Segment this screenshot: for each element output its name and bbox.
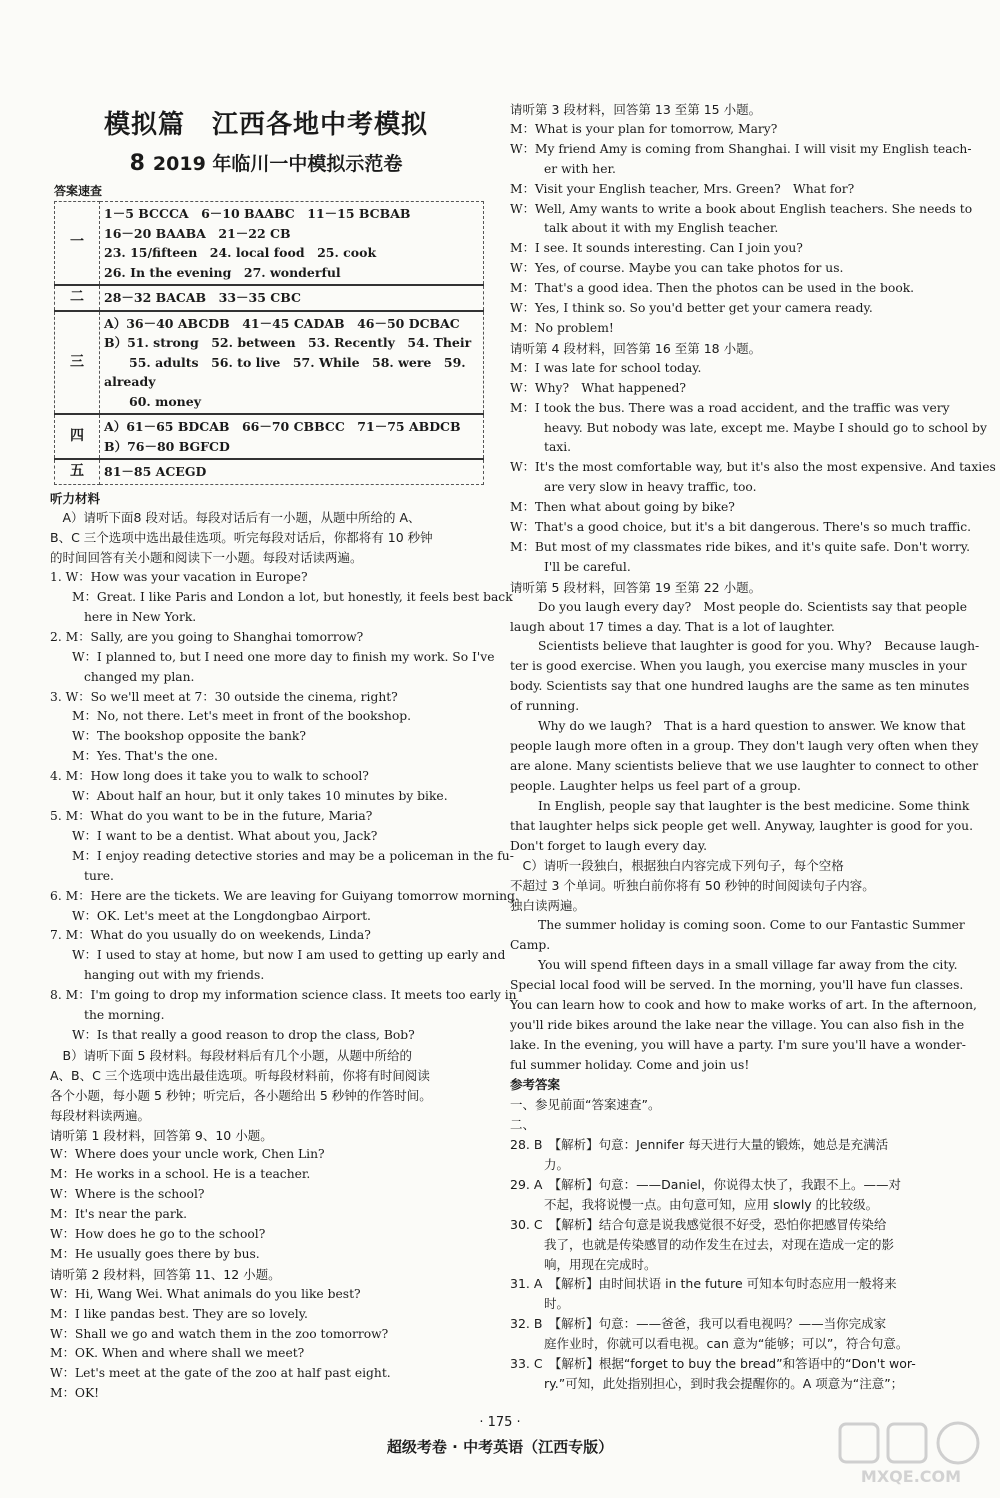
text-line: 不超过 3 个单词。听独白前你将有 50 秒钟的时间阅读句子内容。 — [510, 878, 875, 894]
answer-row — [55, 285, 484, 311]
text-line: W：The bookshop opposite the bank? — [72, 729, 306, 744]
text-line: ture. — [84, 868, 114, 883]
text-line: body. Scientists say that one hundred laughs are the same as ten minutes — [510, 679, 970, 694]
text-line: W：Yes, of course. Maybe you can take photos for us. — [510, 261, 844, 276]
answer-heading: 答案速查 — [54, 184, 103, 198]
text-line: 8. M：I'm going to drop my information science class. It meets too early in — [50, 988, 517, 1003]
answer-table — [54, 201, 484, 485]
text-line: 5. M：What do you want to be in the future, Maria? — [50, 809, 373, 823]
text-line: 时。 — [544, 1296, 570, 1312]
text-line: M：OK. When and where shall we meet? — [50, 1346, 305, 1361]
text-line: 请听第 2 段材料，回答第 11、12 小题。 — [50, 1266, 281, 1282]
text-line: W：I want to be a dentist. What about you, Jack? — [72, 828, 378, 843]
text-line: 每段材料读两遍。 — [50, 1107, 151, 1123]
text-line: M：I like pandas best. They are so lovely. — [50, 1306, 308, 1321]
text-line: M：Visit your English teacher, Mrs. Green? What for? — [510, 181, 855, 196]
text-line: 二、 — [510, 1117, 536, 1133]
text-line: 31. A 【解析】由时间状语 in the future 可知本句时态应用一般将来 — [510, 1276, 897, 1292]
text-line: W：About half an hour, but it only takes 10 minutes by bike. — [72, 789, 448, 804]
answer-row — [55, 459, 484, 484]
answer-section-values — [100, 285, 484, 311]
text-line: M：Great. I like Paris and London a lot, but honestly, it feels best back — [72, 590, 513, 605]
text-line: Scientists believe that laughter is good for you. Why? Because laugh- — [538, 639, 980, 654]
text-line: 2. M：Sally, are you going to Shanghai tomorrow? — [50, 629, 364, 644]
text-line: I'll be careful. — [544, 559, 631, 574]
text-line: B）请听下面 5 段材料。每段材料后有几个小题，从题中所给的 — [50, 1047, 412, 1063]
text-line: M：No, not there. Let's meet in front of the bookshop. — [72, 709, 412, 724]
text-line: M：I enjoy reading detective stories and may be a policeman in the fu- — [72, 848, 514, 863]
text-line: M：Then what about going by bike? — [510, 500, 735, 515]
answer-section-key: 一 — [55, 202, 100, 286]
paper-number: 8 — [129, 151, 145, 176]
answer-section-key: 三 — [55, 311, 100, 415]
text-line: M：That's a good idea. Then the photos can be used in the book. — [510, 281, 915, 296]
answer-line: A）61－65 BDCAB 66－70 CBBCC 71－75 ABDCB — [104, 419, 461, 434]
answer-section-key: 五 — [55, 459, 100, 484]
text-line: W：Hi, Wang Wei. What animals do you like best? — [50, 1286, 361, 1301]
svg-text:MXQE.COM: MXQE.COM — [860, 1467, 962, 1486]
text-line: 3. W：So we'll meet at 7：30 outside the cinema, right? — [50, 689, 398, 704]
answer-section-values — [100, 311, 484, 415]
text-line: A）请听下面8 段对话。每段对话后有一小题，从题中所给的 A、 — [50, 510, 421, 526]
text-line: hanging out with my friends. — [84, 968, 265, 983]
text-line: 不起，我将说慢一点。由句意可知，应用 slowly 的比较级。 — [544, 1196, 879, 1212]
text-line: 庭作业时，你就可以看电视。can 意为“能够；可以”，符合句意。 — [544, 1336, 909, 1352]
answer-site-watermark-logo — [836, 1418, 986, 1488]
answer-line: B）76－80 BGFCD — [104, 438, 230, 454]
text-line: Don't forget to laugh every day. — [510, 838, 708, 853]
answer-line: B）51. strong 52. between 53. Recently 54. Their — [104, 335, 472, 350]
listening-material-left — [50, 489, 519, 1405]
text-line: er with her. — [544, 161, 616, 176]
text-line: ry.”可知，此处指别担心，到时我会提醒你的。A 项意为“注意”； — [544, 1376, 904, 1391]
text-line: W：Yes, I think so. So you'd better get your camera ready. — [510, 301, 873, 316]
text-line: W：My friend Amy is coming from Shanghai. I will visit my English teach- — [510, 141, 972, 156]
text-line: Do you laugh every day? Most people do. Scientists say that people — [538, 599, 968, 614]
text-line: M：He works in a school. He is a teacher. — [50, 1167, 311, 1182]
text-line: 力。 — [544, 1157, 570, 1173]
text-line: taxi. — [544, 440, 572, 455]
text-line: are alone. Many scientists believe that we use laughter to connect to other — [510, 758, 979, 773]
text-line: 请听第 4 段材料，回答第 16 至第 18 小题。 — [510, 340, 762, 356]
text-line: 请听第 3 段材料，回答第 13 至第 15 小题。 — [510, 102, 762, 117]
text-line: 请听第 1 段材料，回答第 9、10 小题。 — [50, 1127, 273, 1143]
answer-line: 81－85 ACEGD — [104, 464, 207, 479]
text-line: 请听第 5 段材料，回答第 19 至第 22 小题。 — [510, 579, 762, 595]
answer-section-key: 二 — [55, 285, 100, 311]
section-heading: 参考答案 — [510, 1077, 561, 1093]
text-line: 1. W：How was your vacation in Europe? — [50, 570, 308, 585]
section-title: 模拟篇 江西各地中考模拟 — [103, 110, 428, 140]
paper-title — [50, 149, 482, 176]
answer-line: 55. adults 56. to live 57. While 58. were 59. already — [104, 354, 466, 389]
text-line: W：OK. Let's meet at the Longdongbao Airport. — [72, 908, 371, 923]
text-line: W：Is that really a good reason to drop the class, Bob? — [72, 1027, 415, 1042]
answer-line: 28－32 BACAB 33－35 CBC — [104, 290, 301, 305]
text-line: 我了，也就是传染感冒的动作发生在过去，对现在造成一定的影 — [544, 1236, 895, 1252]
text-line: people laugh more often in a group. They don't laugh very often when they — [510, 739, 979, 753]
text-line: W：I planned to, but I need one more day to finish my work. So I've — [72, 649, 495, 664]
text-line: M：I took the bus. There was a road accident, and the traffic was very — [510, 400, 950, 415]
text-line: C）请听一段独白，根据独白内容完成下列句子，每个空格 — [510, 858, 844, 874]
text-line: 4. M：How long does it take you to walk to school? — [50, 769, 369, 784]
right-column — [510, 100, 996, 1394]
answer-row — [55, 311, 484, 415]
left-column — [50, 100, 519, 1404]
text-line: 各个小题，每小题 5 秒钟；听完后，各小题给出 5 秒钟的作答时间。 — [50, 1087, 432, 1103]
paper-title-text: 2019 年临川一中模拟示范卷 — [152, 153, 403, 175]
text-line: 响，用现在完成时。 — [544, 1256, 657, 1272]
text-line: W：That's a good choice, but it's a bit dangerous. There's so much traffic. — [510, 520, 972, 535]
answer-line: 60. money — [104, 393, 201, 409]
text-line: W：Where is the school? — [50, 1187, 205, 1202]
answer-line: 23. 15/fifteen 24. local food 25. cook — [104, 245, 377, 260]
text-line: W：I used to stay at home, but now I am used to getting up early and — [72, 948, 506, 963]
answer-section-values — [100, 414, 484, 459]
text-line: Special local food will be served. In the morning, you'll have fun classes. — [510, 977, 964, 992]
answer-section-values — [100, 202, 484, 286]
text-line: you'll ride bikes around the lake near the village. You can also fish in the — [510, 1017, 965, 1032]
text-line: W：It's the most comfortable way, but it's also the most expensive. And taxies — [510, 460, 996, 475]
answer-row — [55, 202, 484, 286]
answer-line: 16－20 BAABA 21－22 CB — [104, 225, 291, 241]
text-line: changed my plan. — [84, 669, 195, 684]
text-line: 32. B 【解析】句意：——爸爸，我可以看电视吗？——当你完成家 — [510, 1316, 887, 1332]
text-line: that laughter helps sick people get well. Anyway, laughter is good for you. — [510, 818, 974, 833]
section-heading: 听力材料 — [50, 490, 101, 506]
text-line: 29. A 【解析】句意：——Daniel，你说得太快了，我跟不上。——对 — [510, 1176, 901, 1192]
page-number: · 175 · — [479, 1415, 521, 1430]
answer-line: 26. In the evening 27. wonderful — [104, 264, 341, 280]
answer-line: A）36－40 ABCDB 41－45 CADAB 46－50 DCBAC — [104, 315, 460, 331]
text-line: W：Where does your uncle work, Chen Lin? — [50, 1147, 325, 1162]
text-line: W：Let's meet at the gate of the zoo at half past eight. — [50, 1366, 391, 1381]
text-line: 7. M：What do you usually do on weekends, Linda? — [50, 928, 371, 943]
text-line: ter is good exercise. When you laugh, you exercise many muscles in your — [510, 659, 967, 674]
text-line: 的时间回答有关小题和阅读下一小题。每段对话读两遍。 — [50, 550, 363, 566]
text-line: Camp. — [510, 938, 551, 953]
text-line: M：But most of my classmates ride bikes, and it's quite safe. Don't worry. — [510, 539, 970, 554]
text-line: M：It's near the park. — [50, 1207, 188, 1222]
text-line: laugh about 17 times a day. That is a lot of laughter. — [510, 619, 835, 634]
text-line: heavy. But nobody was late, except me. Maybe I should go to school by — [544, 420, 987, 435]
text-line: M：I was late for school today. — [510, 360, 702, 375]
text-line: 独白读两遍。 — [510, 898, 586, 914]
answer-section-key: 四 — [55, 414, 100, 459]
text-line: 28. B 【解析】句意：Jennifer 每天进行大量的锻炼，她总是充满活 — [510, 1137, 889, 1153]
text-line: M：What is your plan for tomorrow, Mary? — [510, 121, 778, 136]
text-line: W：How does he go to the school? — [50, 1227, 266, 1242]
text-line: 一、参见前面“答案速查”。 — [510, 1097, 661, 1113]
answer-row — [55, 414, 484, 459]
answer-section-values — [100, 459, 484, 484]
text-line: of running. — [510, 699, 580, 714]
text-line: the morning. — [84, 1008, 165, 1023]
text-line: W：Shall we go and watch them in the zoo tomorrow? — [50, 1326, 389, 1341]
text-line: In English, people say that laughter is the best medicine. Some think — [538, 798, 970, 813]
text-line: W：Well, Amy wants to write a book about English teachers. She needs to — [510, 201, 973, 216]
text-line: W：Why? What happened? — [510, 380, 687, 395]
text-line: people. Laughter helps us feel part of a group. — [510, 778, 801, 793]
text-line: M：Yes. That's the one. — [72, 749, 218, 764]
answer-line: 1－5 BCCCA 6－10 BAABC 11－15 BCBAB — [104, 206, 411, 221]
text-line: The summer holiday is coming soon. Come to our Fantastic Summer — [538, 918, 965, 933]
text-line: B、C 三个选项中选出最佳选项。听完每段对话后，你都将有 10 秒钟 — [50, 530, 433, 546]
text-line: ful summer holiday. Come and join us! — [510, 1057, 750, 1072]
text-line: 30. C 【解析】结合句意是说我感觉很不好受，恐怕你把感冒传染给 — [510, 1216, 887, 1232]
text-line: 33. C 【解析】根据“forget to buy the bread”和答语中的“Don't wor- — [510, 1356, 916, 1372]
text-line: talk about it with my English teacher. — [544, 221, 779, 236]
book-title: 超级考卷 · 中考英语（江西专版） — [386, 1438, 614, 1456]
text-line: Why do we laugh? That is a hard question to answer. We know that — [538, 719, 966, 734]
text-line: You will spend fifteen days in a small village far away from the city. — [538, 957, 958, 972]
text-line: M：No problem! — [510, 320, 614, 335]
text-line: M：I see. It sounds interesting. Can I join you? — [510, 241, 803, 256]
text-line: lake. In the evening, you will have a party. I'm sure you'll have a wonder- — [510, 1037, 966, 1052]
text-line: You can learn how to cook and how to make works of art. In the afternoon, — [510, 997, 977, 1012]
text-line: 6. M：Here are the tickets. We are leaving for Guiyang tomorrow morning. — [50, 888, 519, 903]
text-line: are very slow in heavy traffic, too. — [544, 480, 757, 495]
text-line: A、B、C 三个选项中选出最佳选项。听每段材料前，你将有时间阅读 — [50, 1067, 430, 1083]
text-line: here in New York. — [84, 609, 197, 624]
text-line: M：OK! — [50, 1386, 100, 1401]
text-line: M：He usually goes there by bus. — [50, 1246, 260, 1261]
